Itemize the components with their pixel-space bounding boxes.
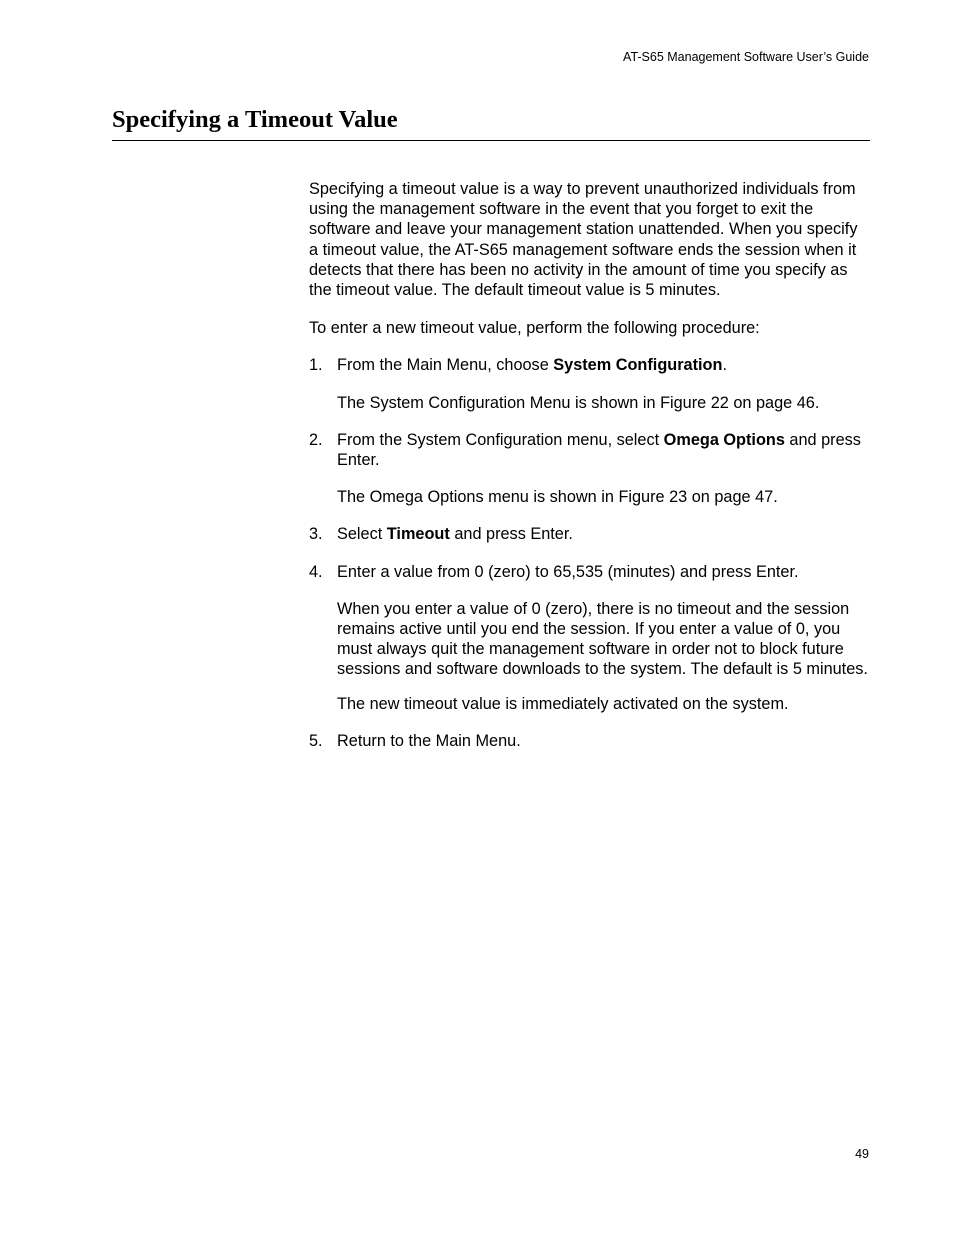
step-text: Select Timeout and press Enter. — [337, 525, 573, 544]
step-4 — [309, 562, 869, 714]
procedure-steps — [309, 355, 869, 751]
step-5 — [309, 731, 869, 751]
step-text: Return to the Main Menu. — [337, 731, 521, 750]
step-number: 3. — [309, 525, 323, 544]
step-text: From the Main Menu, choose System Configuration. — [337, 356, 727, 375]
body-text — [309, 179, 869, 768]
step-note: The System Configuration Menu is shown in Figure 22 on page 46. — [337, 393, 820, 412]
step-2 — [309, 430, 869, 508]
menu-option-name: Omega Options — [663, 430, 785, 449]
procedure-lead: To enter a new timeout value, perform the following procedure: — [309, 319, 760, 338]
menu-option-name: System Configuration — [553, 356, 723, 375]
step-note-activation: The new timeout value is immediately activated on the system. — [337, 694, 789, 713]
step-3 — [309, 524, 869, 544]
title-divider — [112, 140, 870, 141]
step-text: Enter a value from 0 (zero) to 65,535 (minutes) and press Enter. — [337, 562, 799, 581]
step-number: 4. — [309, 562, 323, 581]
page-number: 49 — [855, 1147, 869, 1161]
step-1 — [309, 355, 869, 412]
step-note: When you enter a value of 0 (zero), there is no timeout and the session remains active until you end the session. If you enter a value of 0, you must always quit the management software in order not to block future sessions and software downloads to the system. The default is 5 minutes. — [337, 599, 868, 679]
step-number: 5. — [309, 731, 323, 750]
section-title: Specifying a Timeout Value — [112, 106, 398, 133]
step-number: 1. — [309, 356, 323, 375]
running-header: AT-S65 Management Software User’s Guide — [623, 50, 869, 64]
intro-paragraph: Specifying a timeout value is a way to prevent unauthorized individuals from using the management software in the event that you forget to exit the software and leave your management station unattended. When you specify a timeout value, the AT-S65 management software ends the session when it detects that there has been no activity in the amount of time you specify as the timeout value. The default timeout value is 5 minutes. — [309, 180, 858, 300]
step-note: The Omega Options menu is shown in Figure 23 on page 47. — [337, 488, 778, 507]
step-text: From the System Configuration menu, select Omega Options and press Enter. — [337, 430, 861, 470]
step-number: 2. — [309, 430, 323, 449]
menu-option-name: Timeout — [386, 525, 450, 544]
